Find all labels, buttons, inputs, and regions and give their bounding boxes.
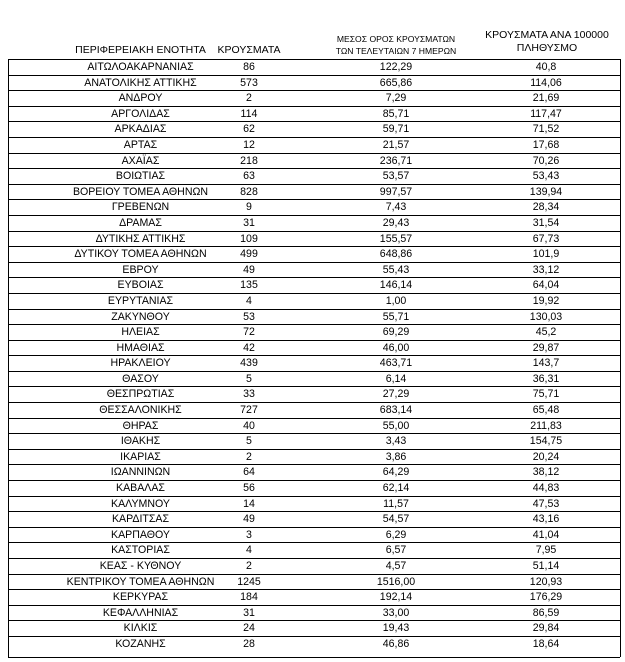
cases-cell: 184 bbox=[240, 591, 258, 604]
table-row bbox=[8, 122, 620, 138]
table-row bbox=[8, 497, 620, 513]
table-row bbox=[8, 512, 620, 528]
cases-cell: 49 bbox=[243, 263, 255, 276]
avg7-cell: 1,00 bbox=[385, 294, 407, 307]
cases-cell: 499 bbox=[240, 248, 258, 261]
region-cell: ΑΝΑΤΟΛΙΚΗΣ ΑΤΤΙΚΗΣ bbox=[84, 76, 197, 89]
per100k-cell: 19,92 bbox=[532, 294, 560, 307]
per100k-cell: 65,48 bbox=[532, 404, 560, 417]
header-avg7 bbox=[322, 34, 470, 57]
cases-cell: 2 bbox=[246, 450, 252, 463]
cases-cell: 439 bbox=[240, 357, 258, 370]
cases-cell: 2 bbox=[246, 92, 252, 105]
region-cell: ΕΥΡΥΤΑΝΙΑΣ bbox=[107, 294, 174, 307]
region-cell: ΑΧΑΪΑΣ bbox=[121, 154, 160, 167]
cases-cell: 4 bbox=[246, 294, 252, 307]
region-cell: ΚΕΑΣ - ΚΥΘΝΟΥ bbox=[99, 560, 182, 572]
cases-cell: 31 bbox=[243, 606, 255, 619]
avg7-cell: 683,14 bbox=[379, 404, 413, 417]
table-row bbox=[8, 216, 620, 232]
per100k-cell: 43,16 bbox=[532, 513, 560, 526]
cases-cell: 63 bbox=[243, 170, 255, 183]
cases-cell: 9 bbox=[246, 201, 252, 214]
table-row bbox=[8, 294, 620, 310]
region-cell: ΑΝΔΡΟΥ bbox=[118, 92, 163, 105]
region-cell: ΚΑΡΠΑΘΟΥ bbox=[111, 528, 170, 541]
cases-cell: 86 bbox=[243, 61, 255, 73]
table-row bbox=[8, 200, 620, 216]
table-row bbox=[8, 232, 620, 248]
region-cell: ΚΑΣΤΟΡΙΑΣ bbox=[111, 544, 170, 557]
table-row bbox=[8, 107, 620, 123]
cases-cell: 64 bbox=[243, 466, 255, 479]
table-row bbox=[8, 372, 620, 388]
region-cell: ΚΙΛΚΙΣ bbox=[123, 622, 158, 635]
per100k-cell: 17,68 bbox=[532, 138, 560, 151]
cases-cell: 109 bbox=[240, 232, 258, 245]
avg7-cell: 7,29 bbox=[385, 92, 407, 105]
region-cell: ΘΕΣΣΑΛΟΝΙΚΗΣ bbox=[99, 404, 182, 417]
avg7-cell: 236,71 bbox=[379, 154, 413, 167]
per100k-cell: 28,34 bbox=[532, 201, 560, 214]
cases-cell: 2 bbox=[246, 560, 252, 572]
region-cell: ΗΛΕΙΑΣ bbox=[121, 326, 160, 339]
avg7-cell: 46,00 bbox=[382, 341, 410, 354]
per100k-cell: 47,53 bbox=[532, 497, 560, 510]
avg7-cell: 3,86 bbox=[385, 450, 407, 463]
region-cell: ΚΕΦΑΛΛΗΝΙΑΣ bbox=[102, 606, 179, 619]
avg7-cell: 55,71 bbox=[382, 310, 410, 323]
cases-cell: 4 bbox=[246, 544, 252, 557]
avg7-cell: 665,86 bbox=[379, 76, 413, 89]
cases-cell: 33 bbox=[243, 388, 255, 401]
avg7-cell: 85,71 bbox=[382, 107, 410, 120]
per100k-cell: 31,54 bbox=[532, 216, 560, 229]
per100k-cell: 51,14 bbox=[532, 560, 560, 572]
per100k-cell: 7,95 bbox=[535, 544, 557, 557]
avg7-cell: 29,43 bbox=[382, 216, 410, 229]
per100k-cell: 21,69 bbox=[532, 92, 560, 105]
table-row bbox=[8, 606, 620, 622]
region-cell: ΙΩΑΝΝΙΝΩΝ bbox=[110, 466, 171, 479]
region-cell: ΔΥΤΙΚΟΥ ΤΟΜΕΑ ΑΘΗΝΩΝ bbox=[74, 248, 207, 261]
avg7-cell: 59,71 bbox=[382, 123, 410, 136]
avg7-cell: 4,57 bbox=[385, 560, 407, 572]
per100k-cell: 130,03 bbox=[529, 310, 563, 323]
table-row bbox=[8, 325, 620, 341]
cases-cell: 62 bbox=[243, 123, 255, 136]
cases-cell: 727 bbox=[240, 404, 258, 417]
table-row bbox=[8, 278, 620, 294]
region-cell: ΕΥΒΟΙΑΣ bbox=[117, 279, 164, 292]
region-cell: ΚΕΡΚΥΡΑΣ bbox=[112, 591, 169, 604]
table-row bbox=[8, 528, 620, 544]
per100k-cell: 71,52 bbox=[532, 123, 560, 136]
table-row bbox=[8, 356, 620, 372]
header-cases: ΚΡΟΥΣΜΑΤΑ bbox=[217, 44, 281, 56]
per100k-cell: 38,12 bbox=[532, 466, 560, 479]
region-cell: ΚΕΝΤΡΙΚΟΥ ΤΟΜΕΑ ΑΘΗΝΩΝ bbox=[66, 575, 215, 588]
avg7-cell: 997,57 bbox=[379, 185, 413, 198]
table-row bbox=[8, 590, 620, 606]
table-row bbox=[8, 185, 620, 201]
table-row bbox=[8, 637, 620, 653]
table-row bbox=[8, 481, 620, 497]
table-row bbox=[8, 419, 620, 435]
cases-cell: 5 bbox=[246, 372, 252, 385]
per100k-cell: 40,8 bbox=[535, 61, 557, 73]
avg7-cell: 155,57 bbox=[379, 232, 413, 245]
avg7-cell: 463,71 bbox=[379, 357, 413, 370]
avg7-cell: 7,43 bbox=[385, 201, 407, 214]
cases-cell: 56 bbox=[243, 482, 255, 495]
region-cell: ΑΙΤΩΛΟΑΚΑΡΝΑΝΙΑΣ bbox=[87, 61, 194, 73]
avg7-cell: 11,57 bbox=[383, 497, 409, 510]
region-cell: ΖΑΚΥΝΘΟΥ bbox=[111, 310, 170, 323]
cases-cell: 14 bbox=[243, 497, 255, 510]
table-row bbox=[8, 559, 620, 575]
table-row bbox=[8, 341, 620, 357]
table-row bbox=[8, 263, 620, 279]
table-body bbox=[8, 60, 620, 653]
per100k-cell: 53,43 bbox=[532, 170, 560, 183]
avg7-cell: 64,29 bbox=[382, 466, 410, 479]
cases-cell: 72 bbox=[243, 326, 255, 339]
avg7-cell: 146,14 bbox=[379, 279, 413, 292]
per100k-cell: 41,04 bbox=[532, 528, 560, 541]
cases-cell: 5 bbox=[246, 435, 252, 448]
per100k-cell: 101,9 bbox=[532, 248, 560, 261]
table-row bbox=[8, 91, 620, 107]
region-cell: ΚΟΖΑΝΗΣ bbox=[115, 637, 166, 650]
avg7-cell: 55,43 bbox=[382, 263, 410, 276]
cases-cell: 573 bbox=[240, 76, 258, 89]
avg7-cell: 27,29 bbox=[382, 388, 410, 401]
table-right-border bbox=[620, 59, 621, 657]
per100k-cell: 117,47 bbox=[530, 107, 562, 120]
avg7-cell: 1516,00 bbox=[376, 575, 416, 588]
per100k-cell: 29,87 bbox=[532, 341, 560, 354]
per100k-cell: 154,75 bbox=[529, 435, 563, 448]
per100k-cell: 86,59 bbox=[532, 606, 560, 619]
avg7-cell: 55,00 bbox=[382, 419, 410, 432]
table-row bbox=[8, 450, 620, 466]
header-avg7-line1: ΜΕΣΟΣ ΟΡΟΣ ΚΡΟΥΣΜΑΤΩΝ bbox=[336, 34, 456, 44]
cases-cell: 28 bbox=[243, 637, 255, 650]
cases-cell: 1245 bbox=[237, 575, 261, 588]
cases-cell: 218 bbox=[240, 154, 258, 167]
per100k-cell: 20,24 bbox=[532, 450, 560, 463]
table-bottom-rule bbox=[8, 657, 620, 658]
region-cell: ΚΑΒΑΛΑΣ bbox=[116, 482, 165, 495]
avg7-cell: 53,57 bbox=[382, 170, 410, 183]
cases-cell: 828 bbox=[240, 185, 258, 198]
table-row bbox=[8, 60, 620, 76]
per100k-cell: 120,93 bbox=[529, 575, 563, 588]
avg7-cell: 62,14 bbox=[382, 482, 410, 495]
region-cell: ΙΚΑΡΙΑΣ bbox=[120, 450, 161, 463]
per100k-cell: 64,04 bbox=[532, 279, 560, 292]
cases-cell: 40 bbox=[243, 419, 255, 432]
per100k-cell: 143,7 bbox=[532, 357, 560, 370]
header-region: ΠΕΡΙΦΕΡΕΙΑΚΗ ΕΝΟΤΗΤΑ bbox=[75, 44, 206, 56]
per100k-cell: 70,26 bbox=[532, 154, 560, 167]
header-avg7-line2: ΤΩΝ ΤΕΛΕΥΤΑΙΩΝ 7 ΗΜΕΡΩΝ bbox=[335, 45, 457, 56]
cases-cell: 114 bbox=[240, 107, 258, 120]
region-cell: ΙΘΑΚΗΣ bbox=[120, 435, 161, 448]
region-cell: ΒΟΙΩΤΙΑΣ bbox=[115, 170, 166, 183]
region-cell: ΔΥΤΙΚΗΣ ΑΤΤΙΚΗΣ bbox=[95, 232, 186, 245]
region-cell: ΑΡΓΟΛΙΔΑΣ bbox=[111, 107, 170, 120]
per100k-cell: 75,71 bbox=[532, 388, 560, 401]
table-row bbox=[8, 76, 620, 92]
table-row bbox=[8, 465, 620, 481]
table-row bbox=[8, 387, 620, 403]
header-per100k bbox=[472, 29, 622, 54]
cases-cell: 49 bbox=[243, 513, 255, 526]
per100k-cell: 33,12 bbox=[532, 263, 560, 276]
table-row bbox=[8, 575, 620, 591]
per100k-cell: 67,73 bbox=[532, 232, 560, 245]
table-row bbox=[8, 154, 620, 170]
per100k-cell: 44,83 bbox=[532, 482, 560, 495]
header-per100k-line1: ΚΡΟΥΣΜΑΤΑ ΑΝΑ 100000 bbox=[485, 29, 609, 41]
region-cell: ΚΑΡΔΙΤΣΑΣ bbox=[111, 513, 170, 526]
header-per100k-line2: ΠΛΗΘΥΣΜΟ bbox=[516, 41, 578, 54]
avg7-cell: 54,57 bbox=[382, 513, 410, 526]
region-cell: ΘΑΣΟΥ bbox=[122, 372, 159, 385]
region-cell: ΗΜΑΘΙΑΣ bbox=[116, 341, 165, 354]
avg7-cell: 6,14 bbox=[385, 372, 407, 385]
per100k-cell: 176,29 bbox=[529, 591, 563, 604]
avg7-cell: 6,57 bbox=[385, 544, 407, 557]
avg7-cell: 33,00 bbox=[382, 606, 410, 619]
table-row bbox=[8, 247, 620, 263]
per100k-cell: 18,64 bbox=[532, 637, 560, 650]
region-cell: ΓΡΕΒΕΝΩΝ bbox=[111, 201, 170, 214]
table-row bbox=[8, 403, 620, 419]
cases-cell: 3 bbox=[246, 528, 252, 541]
avg7-cell: 192,14 bbox=[379, 591, 413, 604]
cases-cell: 53 bbox=[243, 310, 255, 323]
avg7-cell: 122,29 bbox=[379, 61, 413, 73]
avg7-cell: 648,86 bbox=[379, 248, 413, 261]
cases-cell: 31 bbox=[243, 216, 255, 229]
cases-cell: 135 bbox=[240, 279, 258, 292]
region-cell: ΗΡΑΚΛΕΙΟΥ bbox=[110, 357, 171, 370]
per100k-cell: 114,06 bbox=[530, 76, 562, 89]
per100k-cell: 139,94 bbox=[529, 185, 563, 198]
cases-cell: 42 bbox=[243, 341, 255, 354]
avg7-cell: 6,29 bbox=[385, 528, 407, 541]
region-cell: ΘΕΣΠΡΩΤΙΑΣ bbox=[106, 388, 175, 401]
cases-cell: 12 bbox=[243, 138, 255, 151]
avg7-cell: 21,57 bbox=[382, 138, 410, 151]
table-row bbox=[8, 434, 620, 450]
region-cell: ΑΡΤΑΣ bbox=[123, 138, 158, 151]
avg7-cell: 46,86 bbox=[382, 637, 410, 650]
table-row bbox=[8, 138, 620, 154]
region-cell: ΘΗΡΑΣ bbox=[122, 419, 159, 432]
per100k-cell: 211,83 bbox=[530, 419, 562, 432]
region-cell: ΕΒΡΟΥ bbox=[122, 263, 159, 276]
per100k-cell: 36,31 bbox=[532, 372, 560, 385]
avg7-cell: 19,43 bbox=[382, 622, 410, 635]
cases-cell: 24 bbox=[243, 622, 255, 635]
table-row bbox=[8, 621, 620, 637]
per100k-cell: 45,2 bbox=[535, 326, 557, 339]
per100k-cell: 29,84 bbox=[532, 622, 560, 635]
table-row bbox=[8, 543, 620, 559]
avg7-cell: 69,29 bbox=[382, 326, 410, 339]
region-cell: ΚΑΛΥΜΝΟΥ bbox=[111, 497, 170, 510]
region-cell: ΑΡΚΑΔΙΑΣ bbox=[114, 123, 167, 136]
table-row bbox=[8, 310, 620, 326]
table-row bbox=[8, 169, 620, 185]
region-cell: ΒΟΡΕΙΟΥ ΤΟΜΕΑ ΑΘΗΝΩΝ bbox=[72, 185, 209, 198]
region-cell: ΔΡΑΜΑΣ bbox=[119, 216, 162, 229]
avg7-cell: 3,43 bbox=[385, 435, 407, 448]
